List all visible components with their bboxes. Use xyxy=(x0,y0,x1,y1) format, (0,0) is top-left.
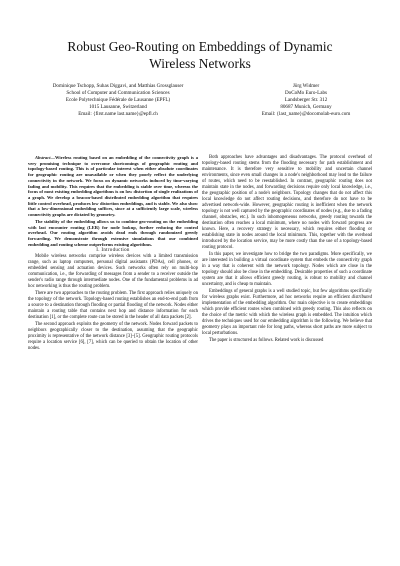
title-line-2: Wireless Networks xyxy=(149,56,251,71)
intro-paragraph-2: There are two approaches to the routing problem. The first approach relies uniquely on the topology of the network. Topology-based routing establishes an end-to-end path from a source to a destination through flooding or partial flooding of the network. Nodes either maintain a routing table that contains next hop and distance information for each destination [1], or the complete route can be stored in the header of all data packets [2]. xyxy=(28,291,198,321)
left-column xyxy=(28,155,198,352)
author-block-docomo xyxy=(226,83,386,118)
paper-title xyxy=(30,38,370,72)
author-school: School of Computer and Communication Sciences xyxy=(66,90,170,96)
author-street: Landsberger Str. 312 xyxy=(284,97,328,103)
right-paragraph-3-start: Embeddings of general graphs is a well studied topic, but few algorithms specifically for wireless graphs exist. Furthermore, ad hoc networks require an efficient xyxy=(202,288,372,300)
right-paragraph-1: Both approaches have advantages and disadvantages. The protocol overhead of topology-based routing stems from the flooding necessary for path establishment and maintenance. It is therefore very sensitive to mobility and uncertain channel environments, since even small changes in a node's neighborhood may lead to the failure of routes, which need to be reestablished. In contrast, geographic routing does not maintain state in the nodes, and forwarding decisions require only local knowledge, i.e., the geographic position of a node's neighbors. Topology changes that do not affect this local knowledge do not affect routing decisions, and therefore do not have to be advertised network-wide. However, geographic routing is inefficient when the network topology is not well captured by the geographic coordinates of nodes (e.g., due to a fading channel, obstacles, etc.). In such inhomogeneous networks, greedy routing towards the destination often reaches a local minimum, where no nodes with forward progress are known. Here, a recovery strategy is necessary, which requires either flooding or establishing state in nodes around the local minimum. This, together with the overhead introduced by the location service, may be more costly than the use of a topology-based routing protocol. xyxy=(202,155,372,250)
title-line-1: Robust Geo-Routing on Embeddings of Dynamic xyxy=(67,39,333,54)
author-email: Email: {first.name last.name}@epfl.ch xyxy=(78,111,158,117)
author-block-epfl xyxy=(20,83,216,118)
abstract xyxy=(28,155,198,248)
right-paragraph-4: The paper is structured as follows. Related work is discussed xyxy=(209,337,324,343)
intro-paragraph-3: The second approach exploits the geometry of the network. Nodes forward packets to neighbors geographically closer to the destination, assuming that the geographic proximity is representative of the network distance [3]–[5]. Geographic routing protocols require a location service [6], [7], which can be queried to obtain the location of other nodes. xyxy=(28,322,198,352)
author-names: Dominique Tschopp, Suhas Diggavi, and Matthias Grossglauser xyxy=(52,83,184,89)
author-name-widmer: Jörg Widmer xyxy=(292,83,320,89)
author-city-munich: 80687 Munich, Germany xyxy=(280,104,332,110)
author-lab: DoCoMo Euro-Labs xyxy=(284,90,328,96)
right-paragraph-3-end: implementation of the embedding algorithm. Our main objective is to create embeddings which provide efficient routes when combined with greedy routing. This also reflects on the choice of the metric with which the wireless graph is embedded. The intuition which drives the techniques used for our embedding algorithm is the following. We believe that geometry plays an important role for long paths, whereas short paths are more subject to local perturbations. xyxy=(202,300,372,336)
abstract-paragraph-2: The stability of the embedding allows us to combine geo-routing on the embedding with last encounter routing (LER) for node lookup, further reducing the control overhead. Our routing algorithm avoids dead ends through randomized greedy forwarding. We demonstrate through extensive simulations that our combined embedding and routing scheme outperforms existing algorithms. xyxy=(28,218,198,247)
right-paragraph-3 xyxy=(202,289,372,337)
section-heading-introduction: I. Introduction xyxy=(96,247,130,253)
author-institution: Ecole Polytechnique Fédérale de Lausanne (EPFL) xyxy=(65,97,171,103)
right-paragraph-2: In this paper, we investigate how to bridge the two paradigms. More specifically, we are interested in building a virtual coordinate system that embeds the connectivity graph in a way that is coherent with the network topology. Nodes which are close in the topology should also be close in the embedding. Desirable properties of such a coordinate system are that it allows efficient greedy routing, is robust to mobility and channel uncertainty, and is cheap to maintain. xyxy=(202,251,372,287)
abstract-paragraph-1: —Wireless routing based on an embedding of the connectivity graph is a very promising technique to overcome shortcomings of geographic routing and topology-based routing. This is of particular interest when either absolute coordinates for geographic routing are unavailable or when they poorly reflect the underlying connectivity in the network. We focus on dynamic networks induced by time-varying fading and mobility. This requires that the embedding is stable over time, whereas the focus of most existing embedding algorithms is on low distortion of single realizations of a graph. We develop a beacon-based distributed embedding algorithm that requires little control overhead, produces low distortion embeddings, and is stable. We also show that a low-dimensional embedding suffices, since at a sufficiently large scale, wireless connectivity graphs are dictated by geometry. xyxy=(28,155,198,218)
author-city: 1015 Lausanne, Switzerland xyxy=(89,104,147,110)
author-email-docomo: Email: {last_name}@docomolab-euro.com xyxy=(261,111,351,117)
abstract-label: Abstract xyxy=(35,155,51,160)
intro-paragraph-1: Mobile wireless networks comprise wireless devices with a limited transmission range, such as laptop computers, personal digital assistants (PDAs), cell phones, or embedded sensing and actuation devices. Such networks often rely on multi-hop communication, i.e., the forwarding of messages from a sender to a receiver outside the sender's radio range through intermediate nodes. One of the fundamental problems in ad hoc networking is thus the routing problem. xyxy=(28,254,198,290)
right-column xyxy=(202,155,372,344)
emphasis-distributed: distributed xyxy=(351,294,372,300)
